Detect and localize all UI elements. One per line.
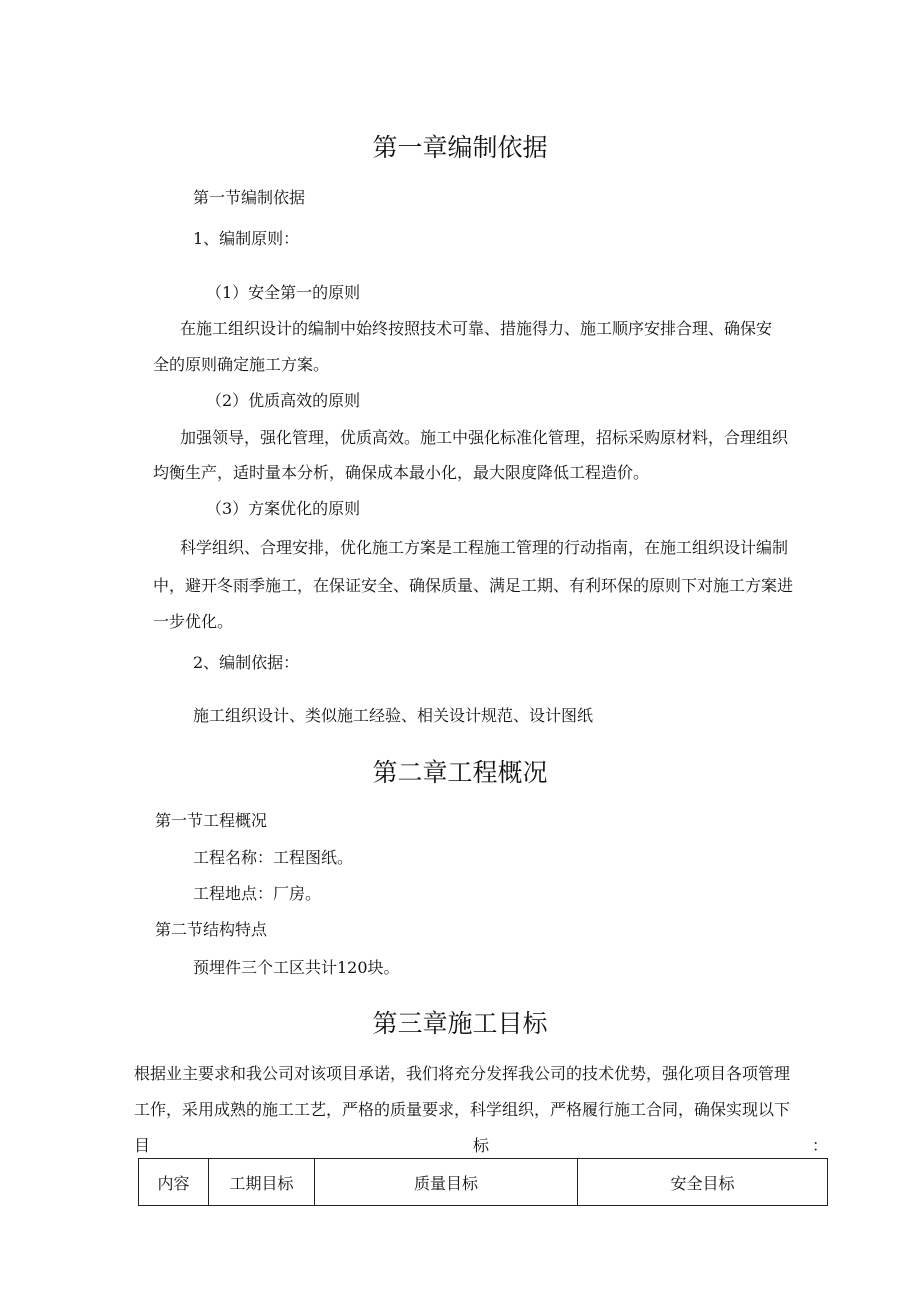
- goals-table: [138, 1158, 828, 1206]
- goals-table-header-row: [139, 1159, 828, 1206]
- principle1-title: （1）安全第一的原则: [206, 283, 361, 302]
- header-quality-goal: 质量目标: [315, 1159, 578, 1206]
- chapter1-title: 第一章编制依据: [372, 133, 548, 162]
- principle3-title: （3）方案优化的原则: [206, 499, 361, 518]
- para-line3-char2: 标: [472, 1136, 489, 1155]
- chapter1-section1-heading: 第一节编制依据: [193, 188, 306, 207]
- principle1-line1: 在施工组织设计的编制中始终按照技术可靠、措施得力、施工顺序安排合理、确保安: [180, 319, 773, 338]
- structure-text: 预埋件三个工区共计120块。: [193, 958, 400, 977]
- chapter1-item2-heading: 2、编制依据：: [193, 653, 300, 672]
- principle3-line1: 科学组织、合理安排，优化施工方案是工程施工管理的行动指南，在施工组织设计编制: [180, 538, 789, 557]
- chapter2-section1-heading: 第一节工程概况: [155, 811, 268, 830]
- chapter3-para-line2: 工作，采用成熟的施工工艺，严格的质量要求，科学组织，严格履行施工合同，确保实现以下: [134, 1100, 791, 1119]
- project-name: 工程名称：工程图纸。: [193, 848, 354, 867]
- principle3-line2: 中，避开冬雨季施工，在保证安全、确保质量、满足工期、有利环保的原则下对施工方案进: [153, 576, 794, 595]
- chapter1-item1-heading: 1、编制原则：: [193, 229, 300, 248]
- para-line3-colon: ：: [811, 1136, 828, 1155]
- para-line3-char1: 目: [134, 1136, 151, 1155]
- basis-text: 施工组织设计、类似施工经验、相关设计规范、设计图纸: [193, 706, 594, 725]
- header-content: 内容: [139, 1159, 209, 1206]
- project-location: 工程地点：厂房。: [193, 884, 322, 903]
- chapter3-para-line1: 根据业主要求和我公司对该项目承诺，我们将充分发挥我公司的技术优势，强化项目各项管理: [134, 1064, 791, 1083]
- header-safety-goal: 安全目标: [578, 1159, 828, 1206]
- principle2-title: （2）优质高效的原则: [206, 391, 361, 410]
- principle3-line3: 一步优化。: [153, 612, 234, 631]
- chapter2-section2-heading: 第二节结构特点: [155, 920, 268, 939]
- header-schedule-goal: 工期目标: [209, 1159, 315, 1206]
- principle1-line2: 全的原则确定施工方案。: [153, 355, 330, 374]
- principle2-line1: 加强领导，强化管理，优质高效。施工中强化标准化管理，招标采购原材料，合理组织: [180, 428, 789, 447]
- chapter3-para-line3: [134, 1136, 828, 1156]
- chapter2-title: 第二章工程概况: [372, 758, 548, 787]
- principle2-line2: 均衡生产，适时量本分析，确保成本最小化，最大限度降低工程造价。: [153, 463, 650, 482]
- chapter3-title: 第三章施工目标: [372, 1009, 548, 1038]
